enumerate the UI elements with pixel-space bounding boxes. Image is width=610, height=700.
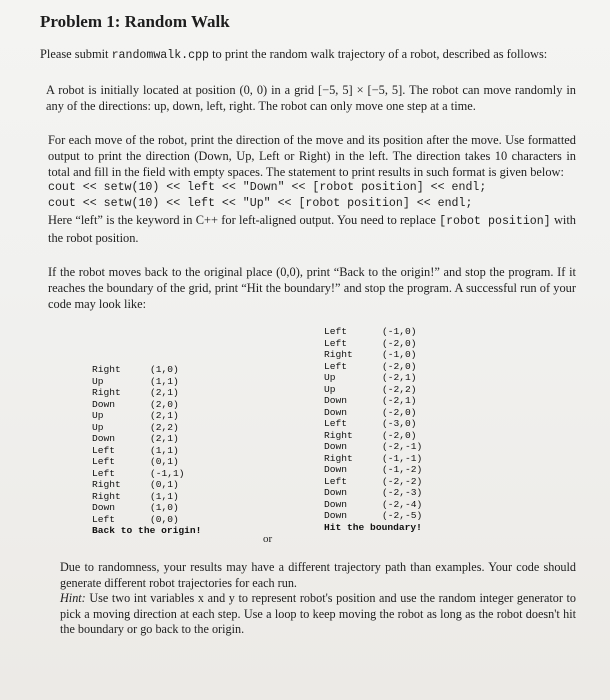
output-row [92,387,201,399]
output-position: (1,1) [150,490,179,502]
output-position: (-2,0) [382,406,417,418]
left-keyword-note [48,212,576,246]
output-direction: Up [324,372,336,383]
output-position: (0,1) [150,456,179,467]
output-direction: Right [324,349,353,360]
output-direction: Left [324,418,348,429]
output-row [92,445,201,457]
example-runs [40,326,576,548]
output-row [324,384,422,396]
output-direction: Down [324,510,348,521]
output-direction: Left [92,467,116,479]
output-position: (-1,0) [382,349,417,360]
output-direction: Up [92,375,104,387]
output-position: (0,0) [150,513,179,525]
output-row [324,499,422,511]
output-position: (2,2) [150,421,179,433]
here-before: Here “left” is the keyword in C++ for left-aligned output. You need to replace [48,213,440,227]
output-direction: Right [324,452,353,464]
intro-filename: randomwalk.cpp [111,49,209,62]
output-position: (-2,2) [382,383,417,395]
output-position: (-3,0) [382,418,417,429]
output-position: (-2,-3) [382,487,423,498]
output-position: (-2,-2) [382,475,423,487]
output-direction: Left [324,475,348,487]
output-position: (2,1) [150,387,179,398]
output-direction: Left [324,360,348,372]
output-row [92,376,201,388]
output-row [324,430,422,442]
example-run-origin [92,364,201,537]
output-direction: Down [92,398,116,410]
output-position: (-2,-5) [382,510,423,521]
output-row [92,422,201,434]
output-position: (1,0) [150,502,179,513]
output-direction: Down [324,464,348,475]
output-row [324,361,422,373]
output-position: (-2,-4) [382,498,423,510]
output-direction: Up [324,383,336,395]
problem-title: Problem 1: Random Walk [40,12,230,31]
code-line-down: cout << setw(10) << left << "Down" << [robot position] << endl; [48,181,487,194]
output-position: (-2,0) [382,360,417,372]
output-row [324,510,422,522]
output-row [324,349,422,361]
code-line-up: cout << setw(10) << left << "Up" << [robot position] << endl; [48,197,473,210]
intro-paragraph [40,46,576,64]
output-position: (-1,-2) [382,464,423,475]
output-position: (-2,1) [382,372,417,383]
output-direction: Right [92,479,121,490]
output-row [92,433,201,445]
output-row [92,479,201,491]
hint-label: Hint: [60,591,86,605]
output-row [92,364,201,376]
output-row [324,487,422,499]
output-row [92,514,201,526]
output-direction: Up [92,410,104,421]
output-direction: Down [92,433,116,444]
output-position: (1,0) [150,364,179,375]
or-label: or [263,533,273,545]
hint-paragraph [60,591,576,638]
here-code: [robot position] [439,215,551,228]
output-direction: Left [324,326,348,337]
output-position: (2,0) [150,398,179,410]
output-row [324,418,422,430]
output-direction: Right [92,387,121,398]
output-row [324,464,422,476]
output-direction: Right [92,364,121,375]
intro-after: to print the random walk trajectory of a robot, described as follows: [209,47,548,61]
output-row [92,502,201,514]
output-position: (1,1) [150,444,179,456]
randomness-note: Due to randomness, your results may have a different trajectory path than examples. Your code should generate different robot trajectories for each run. [60,560,576,590]
output-direction: Left [92,456,116,467]
format-description: For each move of the robot, print the direction of the move and its position after the move. Use formatted output to print the direction (Down, Up, Left or Right) in the left. The direction takes 10 characters in total and fill in the field with empty spaces. The statement to print results in such format is given below: [48,133,576,179]
example-run-boundary [324,326,422,533]
output-position: (-2,1) [382,395,417,406]
output-position: (2,1) [150,433,179,444]
output-direction: Down [324,395,348,406]
output-position: (2,1) [150,410,179,421]
output-row [324,326,422,338]
output-position: (-2,0) [382,337,417,349]
output-row [324,338,422,350]
output-row [324,407,422,419]
output-final-message: Back to the origin! [92,525,202,536]
output-position: (-1,-1) [382,452,423,464]
output-direction: Down [92,502,116,513]
output-direction: Down [324,487,348,498]
robot-description: A robot is initially located at position (0, 0) in a grid [−5, 5] × [−5, 5]. The robot can move randomly in any of the directions: up, down, left, right. The robot can only move one step at a time. [46,83,576,113]
output-direction: Right [324,429,353,441]
hint-text: Use two int variables x and y to represent robot's position and use the random integer generator to pick a moving direction at each step. Use a loop to keep moving the robot as long as the robot doesn't hit the boundary or go back to the origin. [60,591,576,636]
output-direction: Left [324,337,348,349]
output-direction: Down [324,498,348,510]
intro-before: Please submit [40,47,112,61]
notes-section [60,560,576,638]
output-direction: Left [92,444,116,456]
output-row [324,476,422,488]
output-position: (-2,0) [382,429,417,441]
output-row [324,441,422,453]
output-position: (-1,0) [382,326,417,337]
output-row [92,410,201,422]
output-direction: Up [92,421,104,433]
output-row [92,399,201,411]
output-row [324,453,422,465]
output-direction: Left [92,513,116,525]
output-direction: Down [324,406,348,418]
output-final-message: Hit the boundary! [324,521,422,533]
here-after: with the robot position. [48,213,576,245]
output-row [324,395,422,407]
output-direction: Right [92,490,121,502]
output-direction: Down [324,441,348,452]
output-row [324,372,422,384]
output-position: (1,1) [150,375,179,387]
origin-rule-paragraph: If the robot moves back to the original place (0,0), print “Back to the origin!” and stop the program. If it reaches the boundary of the grid, print “Hit the boundary!” and stop the program. A successful run of your code may look like: [48,265,576,311]
output-position: (-1,1) [150,467,185,479]
output-row [92,456,201,468]
output-row [92,468,201,480]
output-row [92,491,201,503]
output-position: (0,1) [150,479,179,490]
output-position: (-2,-1) [382,441,423,452]
